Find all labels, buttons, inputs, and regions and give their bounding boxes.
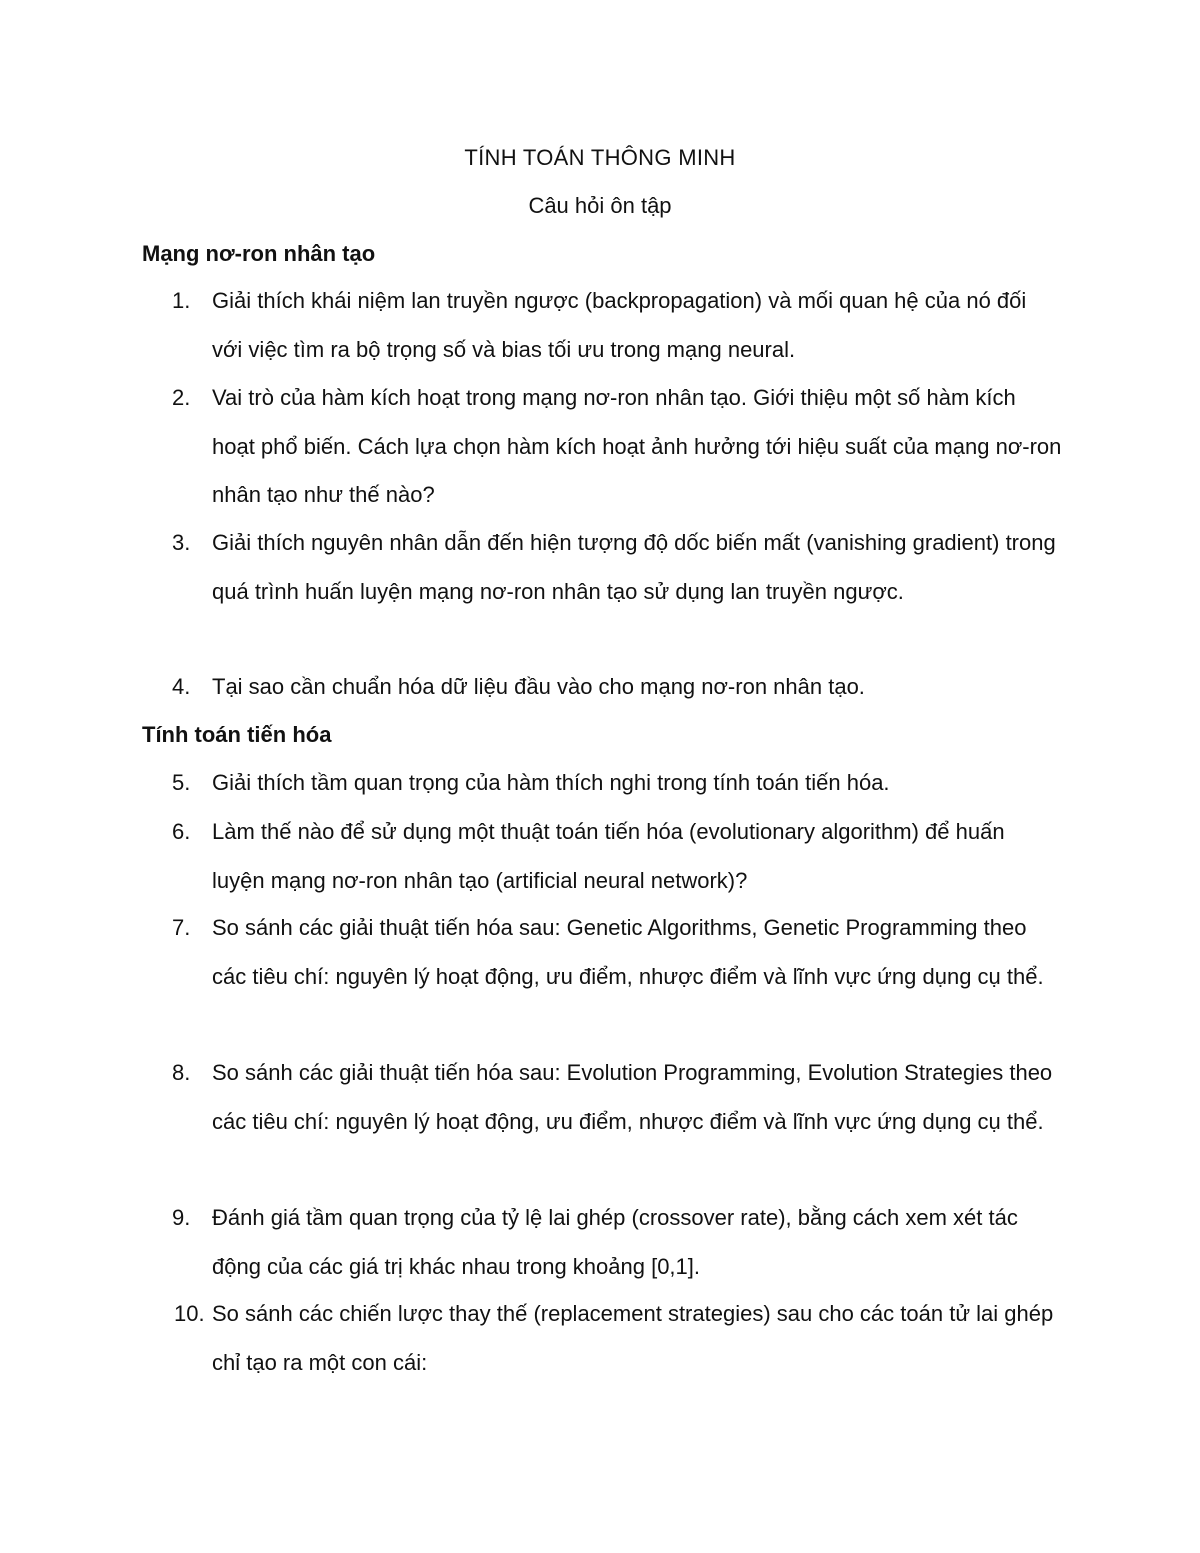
question-number: 5. <box>172 770 191 795</box>
question-item <box>172 519 1062 616</box>
question-number: 9. <box>172 1205 191 1230</box>
question-number: 1. <box>172 288 191 313</box>
question-number: 6. <box>172 819 191 844</box>
question-item <box>172 374 1062 520</box>
question-item <box>172 1049 1062 1146</box>
question-number: 4. <box>172 674 191 699</box>
question-item <box>172 277 1062 374</box>
question-text: Tại sao cần chuẩn hóa dữ liệu đầu vào cho mạng nơ-ron nhân tạo. <box>212 674 865 699</box>
question-item <box>172 1194 1062 1291</box>
question-number: 3. <box>172 530 191 555</box>
question-text: Đánh giá tầm quan trọng của tỷ lệ lai ghép (crossover rate), bằng cách xem xét tác động của các giá trị khác nhau trong khoảng [0,1]. <box>212 1205 1018 1279</box>
document-title: TÍNH TOÁN THÔNG MINH <box>464 145 736 170</box>
question-number: 8. <box>172 1060 191 1085</box>
question-number: 10. <box>174 1301 205 1326</box>
section-heading-evolutionary-computation: Tính toán tiến hóa <box>142 722 332 747</box>
question-item <box>172 1290 1062 1387</box>
question-text: Làm thế nào để sử dụng một thuật toán tiến hóa (evolutionary algorithm) để huấn luyện mạng nơ-ron nhân tạo (artificial neural network)? <box>212 819 1005 893</box>
question-text: Giải thích tầm quan trọng của hàm thích nghi trong tính toán tiến hóa. <box>212 770 890 795</box>
question-item <box>172 808 1062 905</box>
question-item <box>172 759 1062 808</box>
question-number: 2. <box>172 385 191 410</box>
question-text: So sánh các chiến lược thay thế (replacement strategies) sau cho các toán tử lai ghép chỉ tạo ra một con cái: <box>212 1301 1054 1375</box>
question-text: So sánh các giải thuật tiến hóa sau: Evolution Programming, Evolution Strategies theo các tiêu chí: nguyên lý hoạt động, ưu điểm, nhược điểm và lĩnh vực ứng dụng cụ thể. <box>212 1060 1053 1134</box>
question-text: Giải thích khái niệm lan truyền ngược (backpropagation) và mối quan hệ của nó đối với việc tìm ra bộ trọng số và bias tối ưu trong mạng neural. <box>212 288 1027 362</box>
question-item <box>172 904 1062 1001</box>
question-text: So sánh các giải thuật tiến hóa sau: Genetic Algorithms, Genetic Programming theo các tiêu chí: nguyên lý hoạt động, ưu điểm, nhược điểm và lĩnh vực ứng dụng cụ thể. <box>212 915 1044 989</box>
question-number: 7. <box>172 915 191 940</box>
question-text: Giải thích nguyên nhân dẫn đến hiện tượng độ dốc biến mất (vanishing gradient) trong quá trình huấn luyện mạng nơ-ron nhân tạo sử dụng lan truyền ngược. <box>212 530 1056 604</box>
section-heading-neural-networks: Mạng nơ-ron nhân tạo <box>142 241 376 266</box>
document-subtitle: Câu hỏi ôn tập <box>528 193 672 218</box>
question-text: Vai trò của hàm kích hoạt trong mạng nơ-ron nhân tạo. Giới thiệu một số hàm kích hoạt phổ biến. Cách lựa chọn hàm kích hoạt ảnh hưởng tới hiệu suất của mạng nơ-ron nhân tạo như thế nào? <box>212 385 1062 507</box>
question-item <box>172 663 1062 712</box>
